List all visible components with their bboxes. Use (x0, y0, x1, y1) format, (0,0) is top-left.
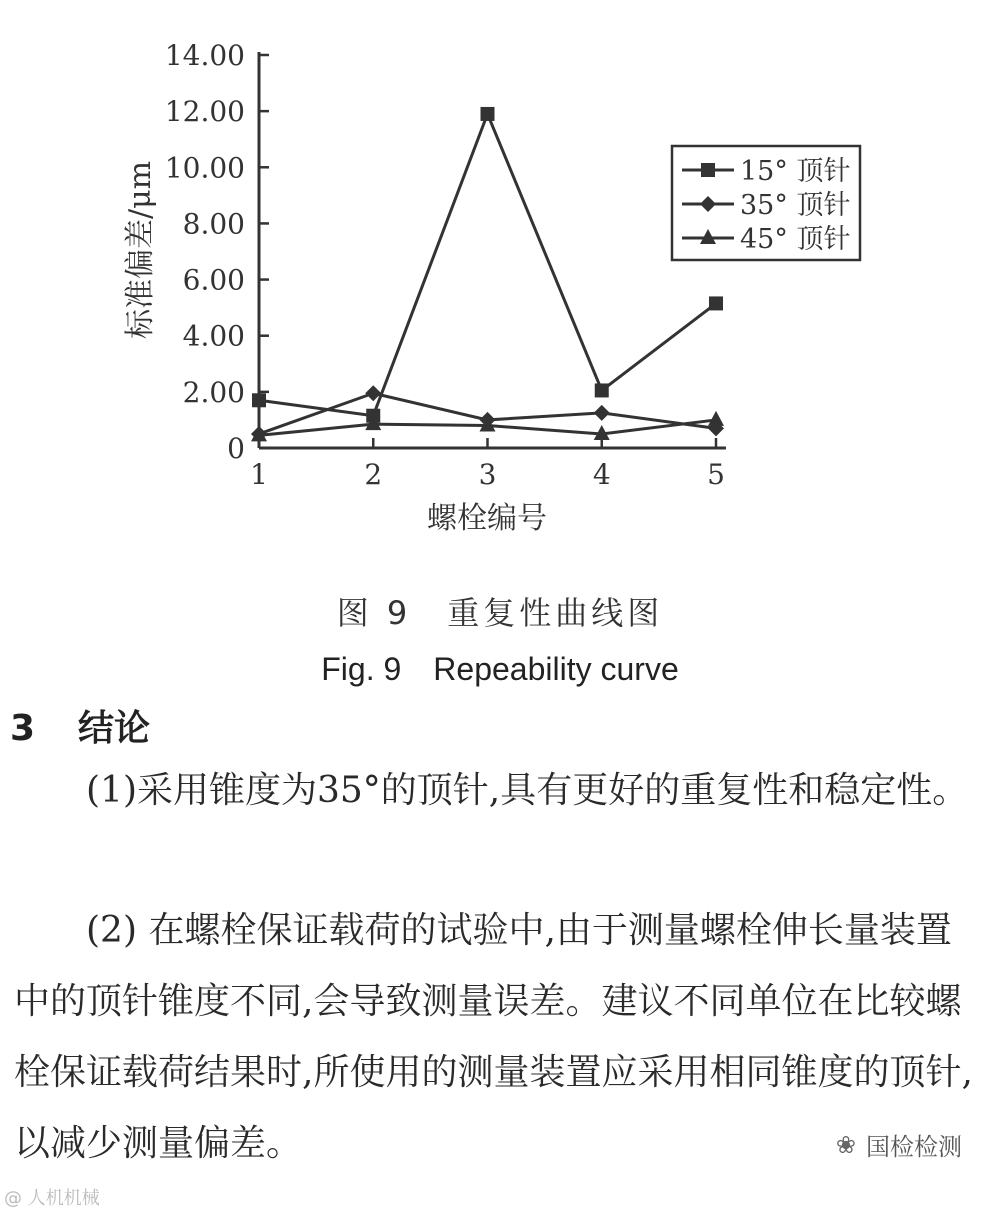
y-tick-label: 14.00 (164, 39, 245, 72)
watermark (830, 1125, 968, 1164)
section-title: 结论 (78, 708, 151, 749)
x-tick-label: 1 (250, 458, 268, 491)
figure-caption-cn: 图 9 重复性曲线图 (336, 594, 664, 632)
watermark-text: 国检检测 (866, 1133, 962, 1161)
series-2 (251, 385, 724, 442)
watermark-small: @ 人机机械 (4, 1188, 100, 1209)
section-number: 3 (10, 708, 36, 749)
data-point (252, 393, 266, 407)
figure-9 (0, 0, 1000, 560)
legend-marker (701, 163, 715, 177)
y-tick-label: 12.00 (164, 95, 245, 129)
series-1 (252, 107, 723, 423)
repeatability-chart (0, 0, 1000, 560)
data-point (708, 411, 724, 426)
wechat-icon: ❀ (835, 1130, 856, 1159)
legend-label: 45° 顶针 (740, 224, 851, 255)
figure-caption-en: Fig. 9 Repeability curve (321, 651, 679, 687)
data-point (709, 296, 723, 310)
legend-label: 15° 顶针 (740, 156, 851, 187)
data-point (595, 383, 609, 397)
chart-legend (672, 146, 860, 260)
y-tick-label: 0 (227, 432, 245, 465)
series-line (259, 114, 716, 416)
y-tick-label: 4.00 (182, 319, 245, 353)
y-tick-label: 2.00 (182, 375, 245, 409)
data-point (594, 405, 610, 421)
y-tick-label: 6.00 (182, 263, 245, 297)
x-tick-label: 5 (707, 458, 725, 491)
paragraph-2: (2) 在螺栓保证载荷的试验中,由于测量螺栓伸长量装置中的顶针锥度不同,会导致测量误差。建议不同单位在比较螺栓保证载荷结果时,所使用的测量装置应采用相同锥度的顶针,以减少测量偏差。 (14, 910, 973, 1164)
y-tick-label: 10.00 (164, 151, 245, 185)
data-point (481, 107, 495, 121)
chart-ticks (165, 39, 725, 491)
x-tick-label: 2 (364, 458, 383, 491)
section-heading (10, 700, 150, 751)
paragraph-1: (1)采用锥度为35°的顶针,具有更好的重复性和稳定性。 (86, 770, 969, 811)
y-tick-label: 8.00 (182, 207, 245, 241)
y-axis-label: 标准偏差/μm (123, 160, 158, 340)
x-tick-label: 4 (592, 458, 611, 491)
x-tick-label: 3 (478, 458, 497, 491)
legend-label: 35° 顶针 (740, 190, 851, 221)
x-axis-label: 螺栓编号 (427, 501, 547, 536)
chart-series (251, 107, 724, 442)
